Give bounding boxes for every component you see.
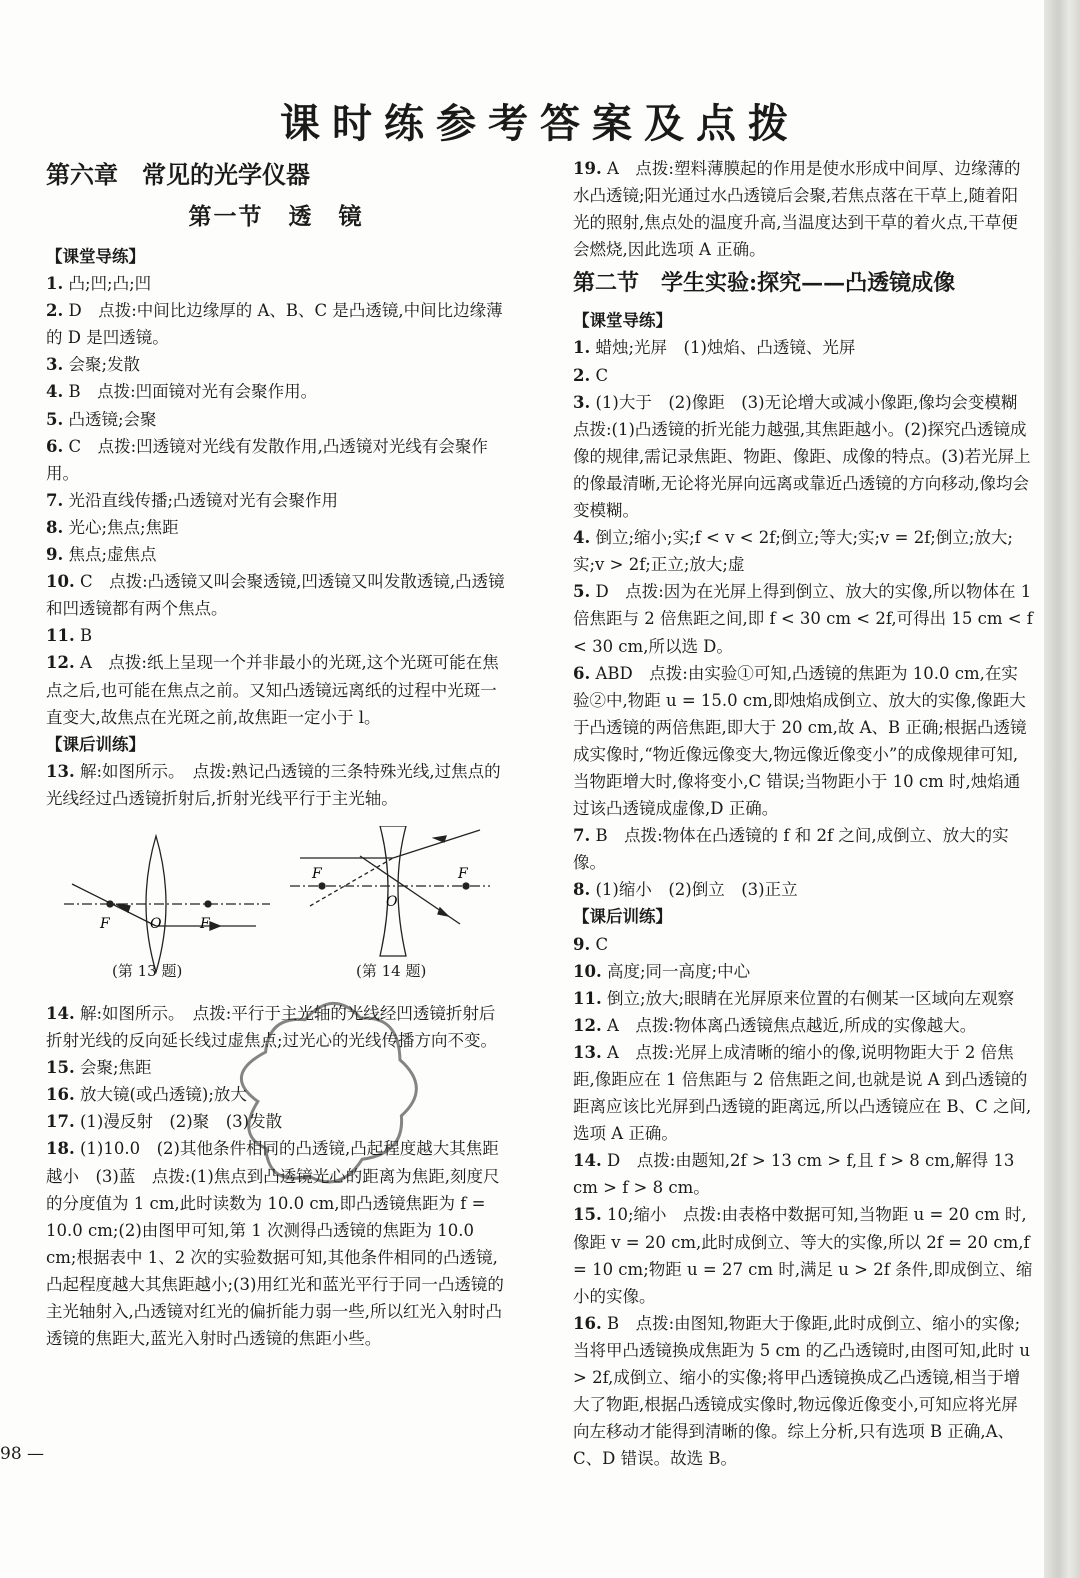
item-text: B 点拨:凹面镜对光有会聚作用。: [68, 382, 318, 402]
answer-item: [573, 985, 1033, 1012]
item-text: B 点拨:由图知,物距大于像距,此时成倒立、缩小的实像;当将甲凸透镜换成焦距为 5 cm 的乙凸透镜时,由图可知,此时 u > 2f,成倒立、缩小的实像;将甲凸透镜换成乙凸透镜,相当于增大了物距,根据凸透镜成实像时,物远像近像变小,可知应将光屏向左移动才能得到清晰的像。综上分析,只有选项 B 正确,A、C、D 错误。故选 B。: [573, 1313, 1030, 1469]
convex-lens-diagram: [64, 836, 270, 972]
item-number: 1.: [573, 338, 591, 358]
item-text: 蜡烛;光屏 (1)烛焰、凸透镜、光屏: [595, 338, 856, 358]
chapter-heading: 第六章 常见的光学仪器: [46, 160, 310, 189]
answer-item: [573, 876, 1033, 903]
item-text: A 点拨:物体离凸透镜焦点越近,所成的实像越大。: [606, 1015, 977, 1035]
item-number: 19.: [573, 159, 602, 178]
answer-item: [573, 334, 1033, 361]
caption-fig14: (第 14 题): [356, 961, 427, 980]
book-spine-edge: [1044, 0, 1080, 1578]
answer-item: [573, 660, 1033, 823]
item-number: 18.: [46, 1139, 75, 1159]
item-text: A 点拨:纸上呈现一个并非最小的光斑,这个光斑可能在焦点之后,也可能在焦点之前。又知凸透镜远离纸的过程中光斑一直变大,故焦点在光斑之前,故焦距一定小于 l。: [46, 653, 499, 727]
item-number: 12.: [573, 1015, 602, 1035]
answer-item: [573, 524, 1033, 578]
focal-label-f3: F: [312, 865, 322, 882]
answer-item-13: [46, 758, 506, 812]
answer-item: [573, 1310, 1033, 1473]
item-number: 3.: [46, 355, 64, 375]
item-text: 焦点;虚焦点: [68, 545, 157, 565]
item-number: 15.: [573, 1205, 602, 1225]
focal-label-f2: F: [200, 915, 210, 932]
answer-item: [46, 622, 506, 649]
answer-item: [46, 406, 506, 433]
item-number: 12.: [46, 653, 75, 673]
item-text: C 点拨:凸透镜又叫会聚透镜,凹透镜又叫发散透镜,凸透镜和凹透镜都有两个焦点。: [46, 572, 505, 619]
item-text: (1)大于 (2)像距 (3)无论增大或减小像距,像均会变模糊 点拨:(1)凸透镜的折光能力越强,其焦距越小。(2)探究凸透镜成像的规律,需记录焦距、物距、像距、成像的特点。(3)若光屏上的像最清晰,无论将光屏向远离或靠近凸透镜的方向移动,像均会变模糊。: [573, 392, 1034, 521]
item-text: (1)10.0 (2)其他条件相同的凸透镜,凸起程度越大其焦距越小 (3)蓝 点拨:(1)焦点到凸透镜光心的距离为焦距,刻度尺的分度值为 1 cm,此时读数为 10.0 cm,即凸透镜焦距为 f = 10.0 cm;(2)由图甲可知,第 1 次测得凸透镜的焦距为 10.0 cm;根据表中 1、2 次的实验数据可知,其他条件相同的凸透镜,凸起程度越大其焦距越小;(3)用红光和蓝光平行于同一凸透镜的主光轴射入,凸透镜对红光的偏折能力弱一些,所以红光入射时凸透镜的焦距大,蓝光入射时凸透镜的焦距小些。: [46, 1139, 504, 1349]
answer-item: [573, 1147, 1033, 1201]
answer-item: [46, 649, 506, 730]
item-number: 7.: [46, 490, 64, 510]
item-number: 7.: [573, 826, 591, 846]
item-text: 放大镜(或凸透镜);放大: [79, 1085, 247, 1105]
answer-item: [573, 362, 1033, 389]
answer-item: [573, 931, 1033, 958]
answer-list-1: [46, 270, 506, 731]
item-text: C: [595, 934, 609, 954]
answer-item: [46, 351, 506, 378]
item-number: 6.: [46, 436, 64, 456]
item-number: 5.: [46, 409, 64, 429]
item-text: B 点拨:物体在凸透镜的 f 和 2f 之间,成倒立、放大的实像。: [573, 826, 1009, 873]
caption-fig13: (第 13 题): [112, 961, 183, 980]
item-number: 8.: [46, 517, 64, 537]
item-text: C 点拨:凹透镜对光线有发散作用,凸透镜对光线有会聚作用。: [46, 436, 488, 483]
answer-item: [573, 958, 1033, 985]
item-text: 10;缩小 点拨:由表格中数据可知,当物距 u = 20 cm 时,像距 v = 20 cm,此时成倒立、等大的实像,所以 2f = 20 cm,f = 10 cm;物距 u = 27 cm 时,满足 u > 2f 条件,即成倒立、缩小的实像。: [573, 1205, 1033, 1306]
answer-item: [46, 514, 506, 541]
item-number: 10.: [573, 961, 602, 981]
answer-item: [46, 270, 506, 297]
answer-item: [46, 541, 506, 568]
item-text: 解:如图所示。 点拨:熟记凸透镜的三条特殊光线,过焦点的光线经过凸透镜折射后,折射光线平行于主光轴。: [46, 761, 501, 808]
item-text: A 点拨:塑料薄膜起的作用是使水形成中间厚、边缘薄的水凸透镜;阳光通过水凸透镜后会聚,若焦点落在干草上,随着阳光的照射,焦点处的温度升高,当温度达到干草的着火点,干草便会燃烧,因此选项 A 正确。: [573, 159, 1021, 260]
item-number: 16.: [46, 1085, 75, 1105]
answer-item: [573, 822, 1033, 876]
item-number: 3.: [573, 392, 591, 412]
item-number: 4.: [46, 382, 64, 402]
item-number: 6.: [573, 663, 591, 683]
item-text: ABD 点拨:由实验①可知,凸透镜的焦距为 10.0 cm,在实验②中,物距 u = 15.0 cm,即烛焰成倒立、放大的实像,像距大于凸透镜的两倍焦距,即大于 20 cm,故 A、B 正确;根据凸透镜成实像时,“物近像远像变大,物远像近像变小”的成像规律可知,当物距增大时,像将变小,C 错误;当物距小于 10 cm 时,烛焰通过该凸透镜成虚像,D 正确。: [573, 663, 1027, 819]
tag-classroom: 【课堂导练】: [46, 247, 145, 266]
item-text: D 点拨:因为在光屏上得到倒立、放大的实像,所以物体在 1 倍焦距与 2 倍焦距之间,即 f < 30 cm < 2f,可得出 15 cm < f < 30 cm,所以选 D。: [573, 582, 1033, 656]
answer-list-3: [573, 334, 1033, 903]
item-number: 1.: [46, 274, 64, 294]
section-heading-1: 第一节 透 镜: [188, 203, 364, 230]
tag-classroom-2: 【课堂导练】: [573, 311, 672, 331]
item-number: 5.: [573, 582, 591, 602]
section-heading-2: 第二节 学生实验:探究——凸透镜成像: [573, 270, 956, 297]
page-number: 98 —: [0, 1444, 45, 1464]
item-text: 解:如图所示。 点拨:平行于主光轴的光线经凹透镜折射后折射光线的反向延长线过虚焦点;过光心的光线传播方向不变。: [46, 1003, 498, 1051]
item-number: 11.: [46, 626, 75, 646]
item-number: 9.: [46, 545, 64, 565]
answer-item: [46, 487, 506, 514]
item-number: 15.: [46, 1058, 75, 1078]
right-column: [573, 155, 1033, 1472]
focal-label-f4: F: [458, 865, 468, 882]
item-text: 光沿直线传播;凸透镜对光有会聚作用: [68, 490, 339, 510]
item-text: 光心;焦点;焦距: [68, 517, 179, 537]
item-text: 凸;凹;凸;凹: [68, 274, 152, 294]
item-text: 会聚;发散: [68, 355, 141, 375]
concave-lens-diagram: [290, 826, 490, 956]
center-label-o1: O: [150, 915, 162, 932]
answer-item: [46, 433, 506, 487]
tag-after-class: 【课后训练】: [46, 734, 145, 754]
item-number: 16.: [573, 1313, 602, 1333]
tag-after-class-2: 【课后训练】: [573, 907, 672, 927]
item-number: 2.: [573, 365, 591, 385]
answer-list-4: [573, 931, 1033, 1473]
center-label-o2: O: [386, 893, 398, 910]
item-number: 14.: [573, 1151, 602, 1171]
answer-item: [46, 297, 506, 351]
item-number: 8.: [573, 880, 591, 900]
item-text: 凸透镜;会聚: [68, 409, 157, 429]
item-number: 2.: [46, 301, 64, 321]
item-number: 13.: [573, 1042, 602, 1062]
item-number: 4.: [573, 528, 591, 548]
item-number: 14.: [46, 1003, 75, 1023]
item-text: A 点拨:光屏上成清晰的缩小的像,说明物距大于 2 倍焦距,像距应在 1 倍焦距与 2 倍焦距之间,也就是说 A 到凸透镜的距离应该比光屏到凸透镜的距离远,所以凸透镜应在 B、C 之间,选项 A 正确。: [573, 1042, 1032, 1144]
item-number: 13.: [46, 761, 75, 781]
answer-item: [573, 1201, 1033, 1309]
item-number: 9.: [573, 934, 591, 954]
answer-item: [573, 389, 1033, 524]
item-text: (1)缩小 (2)倒立 (3)正立: [595, 880, 798, 900]
item-number: 10.: [46, 572, 75, 592]
page-title: 课时练参考答案及点拨: [280, 100, 800, 147]
item-number: 11.: [573, 988, 602, 1008]
item-text: 会聚;焦距: [79, 1058, 152, 1078]
item-text: 高度;同一高度;中心: [606, 961, 751, 981]
item-text: 倒立;缩小;实;f < v < 2f;倒立;等大;实;v = 2f;倒立;放大;实;v > 2f;正立;放大;虚: [573, 528, 1013, 575]
focal-label-f1: F: [100, 915, 110, 932]
item-text: C: [595, 365, 609, 385]
item-text: 倒立;放大;眼睛在光屏原来位置的右侧某一区域向左观察: [606, 988, 1015, 1008]
answer-item: [46, 568, 506, 622]
answer-item: [573, 578, 1033, 659]
answer-item: [46, 378, 506, 405]
answer-item-19: [573, 155, 1033, 263]
figure-lenses: [46, 826, 506, 996]
item-text: B: [79, 626, 93, 646]
item-text: D 点拨:由题知,2f > 13 cm > f,且 f > 8 cm,解得 13 cm > f > 8 cm。: [573, 1151, 1015, 1198]
item-text: (1)漫反射 (2)聚 (3)发散: [79, 1112, 283, 1132]
answer-item: [573, 1012, 1033, 1039]
item-text: D 点拨:中间比边缘厚的 A、B、C 是凸透镜,中间比边缘薄的 D 是凹透镜。: [46, 301, 503, 348]
answer-item: [573, 1039, 1033, 1147]
item-number: 17.: [46, 1112, 75, 1132]
